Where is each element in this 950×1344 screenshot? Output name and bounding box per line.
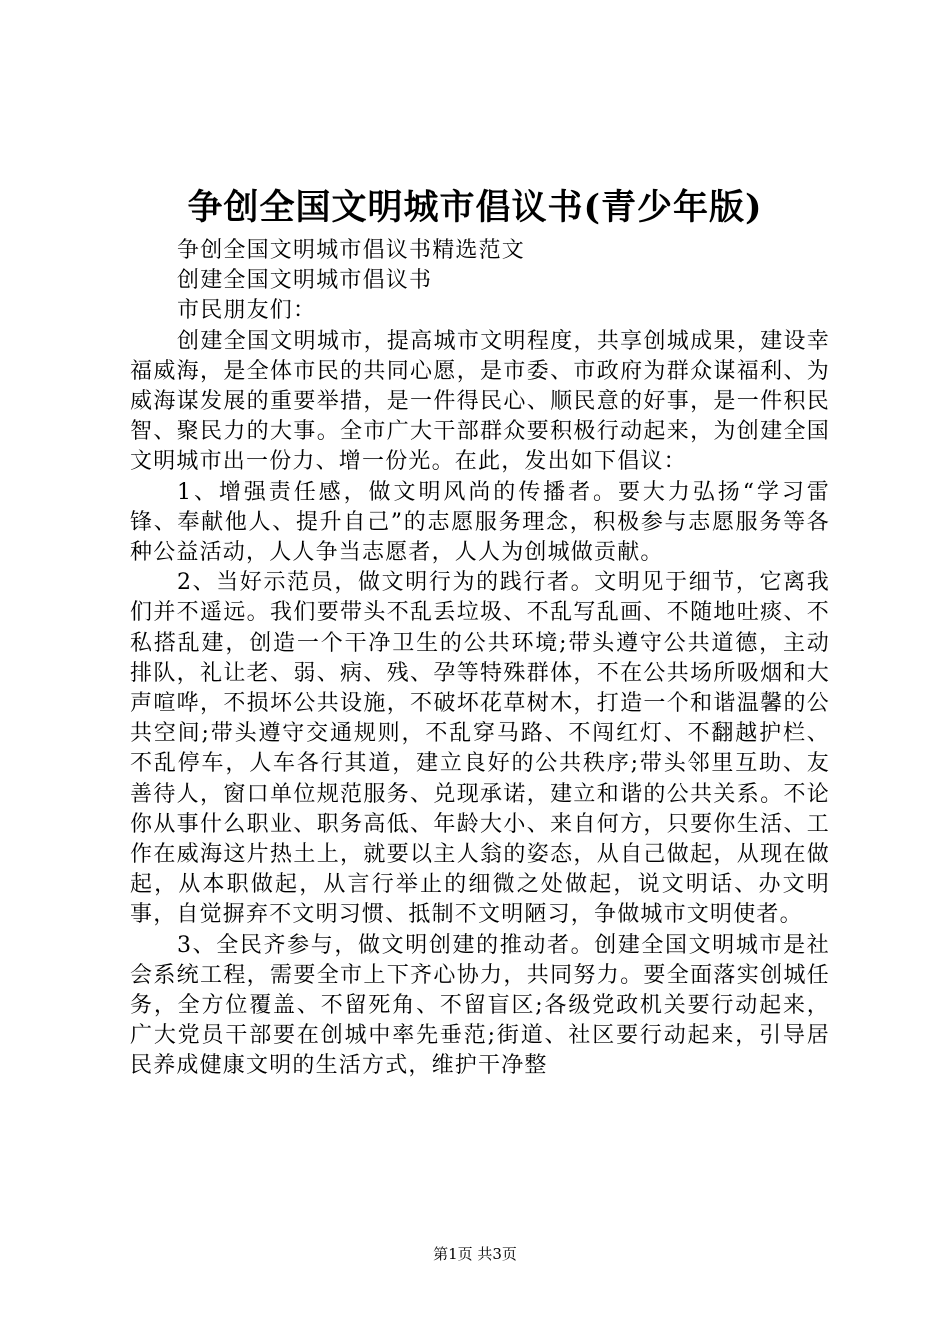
- paragraph-item-2: 2、当好示范员，做文明行为的践行者。文明见于细节，它离我们并不遥远。我们要带头不乱丢垃圾、不乱写乱画、不随地吐痰、不私搭乱建，创造一个干净卫生的公共环境;带头遵守公共道德，主动排队，礼让老、弱、病、残、孕等特殊群体，不在公共场所吸烟和大声喧哗，不损坏公共设施，不破坏花草树木，打造一个和谐温馨的公共空间;带头遵守交通规则，不乱穿马路、不闯红灯、不翻越护栏、不乱停车，人车各行其道，建立良好的公共秩序;带头邻里互助、友善待人，窗口单位规范服务、兑现承诺，建立和谐的公共关系。不论你从事什么职业、职务高低、年龄大小、来自何方，只要你生活、工作在威海这片热土上，就要以主人翁的姿态，从自己做起，从现在做起，从本职做起，从言行举止的细微之处做起，说文明话、办文明事，自觉摒弃不文明习惯、抵制不文明陋习，争做城市文明使者。: [130, 570, 830, 928]
- document-body: [130, 236, 830, 1082]
- page-total: 共3页: [477, 1245, 517, 1263]
- paragraph-item-3: 3、全民齐参与，做文明创建的推动者。创建全国文明城市是社会系统工程，需要全市上下齐心协力，共同努力。要全面落实创城任务，全方位覆盖、不留死角、不留盲区;各级党政机关要行动起来，广大党员干部要在创城中率先垂范;街道、社区要行动起来，引导居民养成健康文明的生活方式，维护干净整: [130, 932, 830, 1079]
- paragraph-subtitle-2: 创建全国文明城市倡议书: [177, 268, 433, 294]
- page-footer: [0, 1244, 950, 1264]
- paragraph-item-1: 1、增强责任感，做文明风尚的传播者。要大力弘扬“学习雷锋、奉献他人、提升自己”的志愿服务理念，积极参与志愿服务等各种公益活动，人人争当志愿者，人人为创城做贡献。: [130, 479, 830, 566]
- paragraph-subtitle-1: 争创全国文明城市倡议书精选范文: [177, 238, 526, 263]
- paragraph-intro: 创建全国文明城市，提高城市文明程度，共享创城成果，建设幸福威海，是全体市民的共同心愿，是市委、市政府为群众谋福利、为威海谋发展的重要举措，是一件得民心、顺民意的好事，是一件积民智、聚民力的大事。全市广大干部群众要积极行动起来，为创建全国文明城市出一份力、增一份光。在此，发出如下倡议：: [130, 328, 830, 475]
- page-number: 第1页: [433, 1245, 473, 1263]
- document-title: 争创全国文明城市倡议书(青少年版): [187, 187, 763, 228]
- paragraph-salutation: 市民朋友们：: [177, 298, 317, 324]
